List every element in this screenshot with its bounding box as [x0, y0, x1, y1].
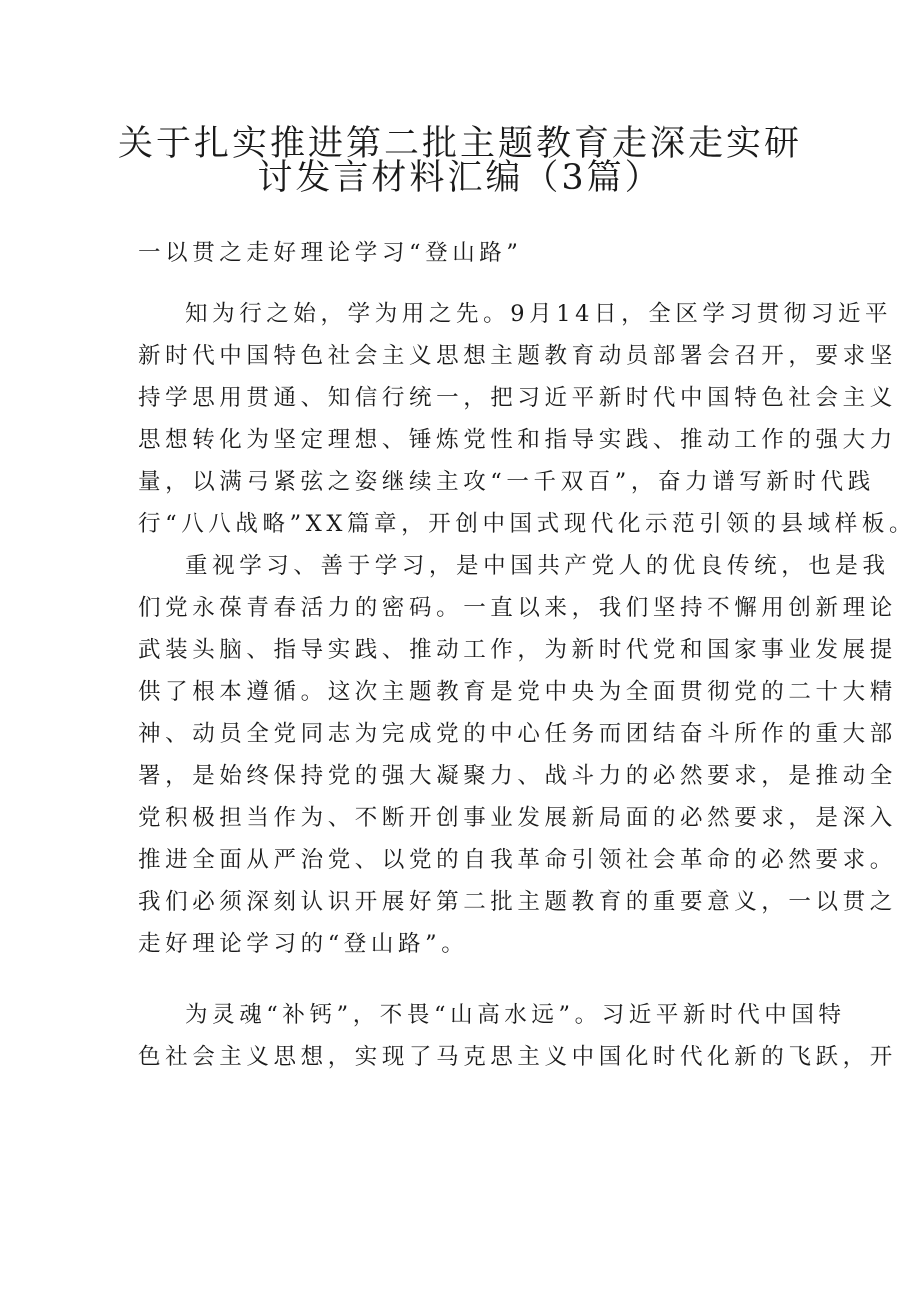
paragraph-line: 色社会主义思想，实现了马克思主义中国化时代化新的飞跃，开 — [138, 1044, 897, 1070]
paragraph-line: 我们必须深刻认识开展好第二批主题教育的重要意义，一以贯之 — [138, 889, 897, 915]
document-title-line-1: 关于扎实推进第二批主题教育走深走实研 — [117, 124, 802, 164]
paragraph-line: 供了根本遵循。这次主题教育是党中央为全面贯彻党的二十大精 — [138, 679, 897, 705]
paragraph-line: 行“八八战略”XX篇章，开创中国式现代化示范引领的县域样板。 — [138, 511, 917, 537]
paragraph-line: 党积极担当作为、不断开创事业发展新局面的必然要求，是深入 — [138, 805, 897, 831]
paragraph-line: 新时代中国特色社会主义思想主题教育动员部署会召开，要求坚 — [138, 343, 897, 369]
paragraph-line: 们党永葆青春活力的密码。一直以来，我们坚持不懈用创新理论 — [138, 595, 897, 621]
paragraph-line: 重视学习、善于学习，是中国共产党人的优良传统，也是我 — [185, 553, 890, 579]
paragraph-line: 走好理论学习的“登山路”。 — [138, 931, 469, 957]
paragraph-line: 持学思用贯通、知信行统一，把习近平新时代中国特色社会主义 — [138, 385, 897, 411]
paragraph-line: 武装头脑、指导实践、推动工作，为新时代党和国家事业发展提 — [138, 637, 897, 663]
paragraph-line: 为灵魂“补钙”，不畏“山高水远”。习近平新时代中国特 — [185, 1002, 846, 1028]
section-heading: 一以贯之走好理论学习“登山路” — [138, 240, 523, 266]
document-title-line-2: 讨发言材料汇编（3篇） — [257, 158, 663, 198]
paragraph-line: 量，以满弓紧弦之姿继续主攻“一千双百”，奋力谱写新时代践 — [138, 469, 875, 495]
paragraph-line: 神、动员全党同志为完成党的中心任务而团结奋斗所作的重大部 — [138, 721, 897, 747]
paragraph-line: 思想转化为坚定理想、锤炼党性和指导实践、推动工作的强大力 — [138, 427, 897, 453]
paragraph-line: 署，是始终保持党的强大凝聚力、战斗力的必然要求，是推动全 — [138, 763, 897, 789]
paragraph-line: 推进全面从严治党、以党的自我革命引领社会革命的必然要求。 — [138, 847, 897, 873]
paragraph-line: 知为行之始，学为用之先。9月14日，全区学习贯彻习近平 — [185, 301, 893, 327]
